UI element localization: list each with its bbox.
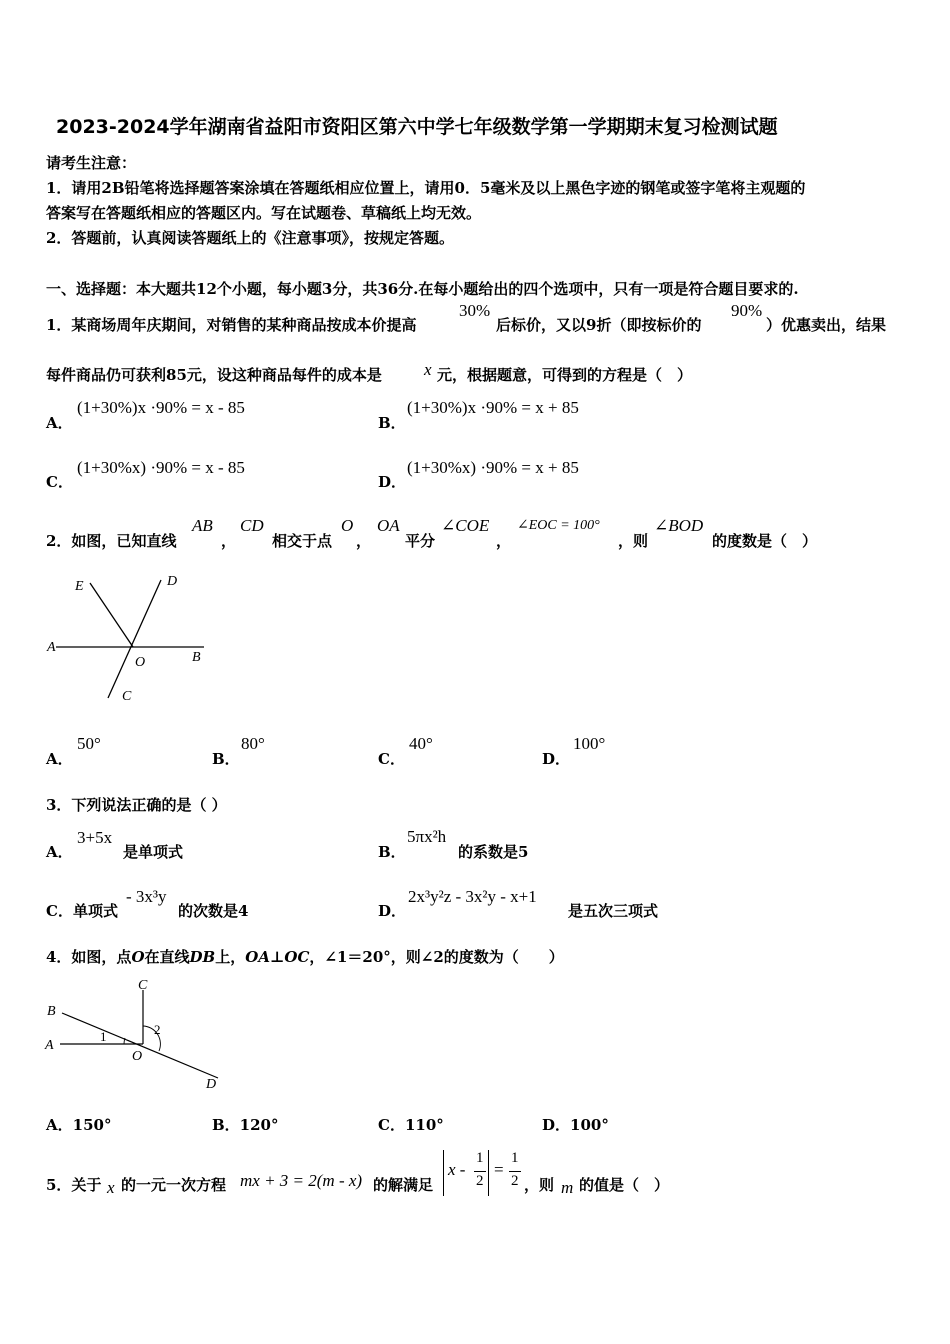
q5-text-1: 5．关于 xyxy=(46,1176,102,1194)
q2-option-a-label: A． xyxy=(46,750,73,768)
q3-option-c-math: - 3x³y xyxy=(126,887,167,906)
q4-line-db: DB xyxy=(189,948,216,966)
section-heading: 一、选择题：本大题共12个小题，每小题3分，共36分.在每小题给出的四个选项中，只有一项是符合题目要求的. xyxy=(46,280,799,298)
q5-frac1-num: 1 xyxy=(476,1150,484,1166)
q2-ray-oe xyxy=(90,583,133,647)
q1-text-5: 元，根据题意，可得到的方程是（ ） xyxy=(437,366,693,384)
q4-ray-oa: OA xyxy=(245,948,270,966)
q2-math-eoc: ∠EOC = 100° xyxy=(517,518,600,533)
q4-option-b[interactable]: B．120° xyxy=(212,1116,279,1134)
q3-option-a-text: 是单项式 xyxy=(123,843,184,861)
notice-line-1: 1．请用2B铅笔将选择题答案涂填在答题纸相应位置上，请用0．5毫米及以上黑色字迹的钢笔或签字笔将主观题的 xyxy=(46,179,806,197)
q4-text-2: 在直线 xyxy=(144,948,190,966)
q4-option-c[interactable]: C．110° xyxy=(378,1116,444,1134)
q2-label-d: D xyxy=(167,574,178,589)
q2-text-4: ，则 xyxy=(618,532,649,550)
q2-label-a: A xyxy=(47,640,56,655)
q1-math-90: 90% xyxy=(731,301,763,320)
q4-label-1: 1 xyxy=(100,1029,107,1044)
q1-option-b-label: B． xyxy=(378,414,406,432)
q3-option-d-label: D． xyxy=(378,902,407,920)
q2-option-c-math: 40° xyxy=(409,734,433,753)
q3-option-c-label: C．单项式 xyxy=(46,902,118,920)
q2-figure xyxy=(40,568,220,708)
q3-option-b-math: 5πx²h xyxy=(407,827,447,846)
q4-label-a: A xyxy=(45,1038,54,1053)
q4-ray-oc: OC xyxy=(284,948,310,966)
q5-math-equation: mx + 3 = 2(m - x) xyxy=(240,1171,363,1190)
q2-label-o: O xyxy=(135,655,146,670)
q3-option-b-label: B． xyxy=(378,843,406,861)
q3-option-a-math: 3+5x xyxy=(77,828,113,847)
q1-text-4: 每件商品仍可获利85元，设这种商品每件的成本是 xyxy=(46,366,382,384)
q2-comma-3: ， xyxy=(496,532,512,550)
q3-option-d-math: 2x³y²z - 3x²y - x+1 xyxy=(408,887,537,906)
q4-option-a[interactable]: A．150° xyxy=(46,1116,112,1134)
q1-option-a-label: A． xyxy=(46,414,73,432)
q5-math-x: x xyxy=(107,1178,115,1197)
q2-text-5: 的度数是（ ） xyxy=(712,532,818,550)
q5-text-5: 的值是（ ） xyxy=(579,1176,670,1194)
notice-line-3: 2．答题前，认真阅读答题纸上的《注意事项》，按规定答题。 xyxy=(46,229,454,247)
q4-text-1: 4．如图，点 xyxy=(46,948,132,966)
q5-frac2-bar xyxy=(509,1171,521,1172)
q2-text-3: 平分 xyxy=(405,532,436,550)
q5-equals: = xyxy=(494,1160,504,1179)
q2-math-coe: ∠COE xyxy=(441,516,490,535)
q1-option-c-label: C． xyxy=(46,473,73,491)
q5-abs-bar-right xyxy=(488,1150,489,1196)
q5-frac2-den: 2 xyxy=(511,1173,519,1189)
q5-frac1-bar xyxy=(474,1171,486,1172)
q3-text-1: 3．下列说法正确的是（ ） xyxy=(46,796,227,814)
q4-label-2: 2 xyxy=(154,1022,161,1037)
q3-option-b-text: 的系数是5 xyxy=(458,843,529,861)
q1-math-x: x xyxy=(424,360,432,379)
q5-text-2: 的一元一次方程 xyxy=(121,1176,227,1194)
q2-option-d-label: D． xyxy=(542,750,571,768)
q2-comma-1: ， xyxy=(221,532,237,550)
q4-text xyxy=(46,946,564,967)
q2-option-a-math: 50° xyxy=(77,734,101,753)
q4-text-3: 上， xyxy=(215,948,246,966)
q5-abs-bar-left xyxy=(443,1150,444,1196)
q3-option-d-text: 是五次三项式 xyxy=(568,902,659,920)
q5-text-4: ，则 xyxy=(524,1176,555,1194)
q2-math-cd: CD xyxy=(240,516,264,535)
q4-label-b: B xyxy=(47,1004,56,1019)
q2-option-b-label: B． xyxy=(212,750,240,768)
q1-text-2: 后标价，又以9折（即按标价的 xyxy=(496,316,702,334)
q2-text-1: 2．如图，已知直线 xyxy=(46,532,177,550)
q5-frac1-den: 2 xyxy=(476,1173,484,1189)
q2-label-b: B xyxy=(192,650,201,665)
q2-comma-2: ， xyxy=(356,532,372,550)
q2-option-c-label: C． xyxy=(378,750,405,768)
q2-math-ab: AB xyxy=(192,516,213,535)
q4-option-d[interactable]: D．100° xyxy=(542,1116,609,1134)
q1-text-1: 1．某商场周年庆期间，对销售的某种商品按成本价提高 xyxy=(46,316,417,334)
q2-math-o: O xyxy=(341,516,354,535)
q5-frac2-num: 1 xyxy=(511,1150,519,1166)
q1-option-a-math: (1+30%)x ·90% = x - 85 xyxy=(77,398,245,417)
q2-label-c: C xyxy=(122,689,132,704)
q4-label-d: D xyxy=(206,1077,217,1092)
q4-figure xyxy=(40,972,230,1097)
q3-option-a-label: A． xyxy=(46,843,73,861)
notice-line-2: 答案写在答题纸相应的答题区内。写在试题卷、草稿纸上均无效。 xyxy=(46,204,482,222)
q3-option-c-text: 的次数是4 xyxy=(178,902,249,920)
q1-math-30: 30% xyxy=(459,301,491,320)
page-title: 2023-2024学年湖南省益阳市资阳区第六中学七年级数学第一学期期末复习检测试题 xyxy=(56,116,778,138)
q4-text-5: ，∠1＝20°，则∠2的度数为（ ） xyxy=(309,948,564,966)
q2-label-e: E xyxy=(75,579,84,594)
q2-line-cd xyxy=(108,580,161,698)
q4-label-o: O xyxy=(132,1049,143,1064)
q4-line-bd xyxy=(62,1013,218,1078)
q2-option-d-math: 100° xyxy=(573,734,606,753)
q1-text-3: ）优惠卖出，结果 xyxy=(766,316,887,334)
q4-perp: ⊥ xyxy=(269,948,285,966)
q5-text-3: 的解满足 xyxy=(373,1176,434,1194)
q2-math-oa: OA xyxy=(377,516,400,535)
q2-text-2: 相交于点 xyxy=(272,532,333,550)
q4-point-o: O xyxy=(131,948,145,966)
q1-option-d-math: (1+30%x) ·90% = x + 85 xyxy=(407,458,579,477)
q2-math-bod: ∠BOD xyxy=(654,516,704,535)
q1-option-c-math: (1+30%x) ·90% = x - 85 xyxy=(77,458,245,477)
notice-heading: 请考生注意： xyxy=(46,154,137,172)
q1-option-b-math: (1+30%)x ·90% = x + 85 xyxy=(407,398,579,417)
q5-abs-inner: x - xyxy=(448,1160,466,1179)
q4-label-c: C xyxy=(138,978,148,993)
q5-math-m: m xyxy=(561,1178,574,1197)
q2-option-b-math: 80° xyxy=(241,734,265,753)
q1-option-d-label: D． xyxy=(378,473,407,491)
